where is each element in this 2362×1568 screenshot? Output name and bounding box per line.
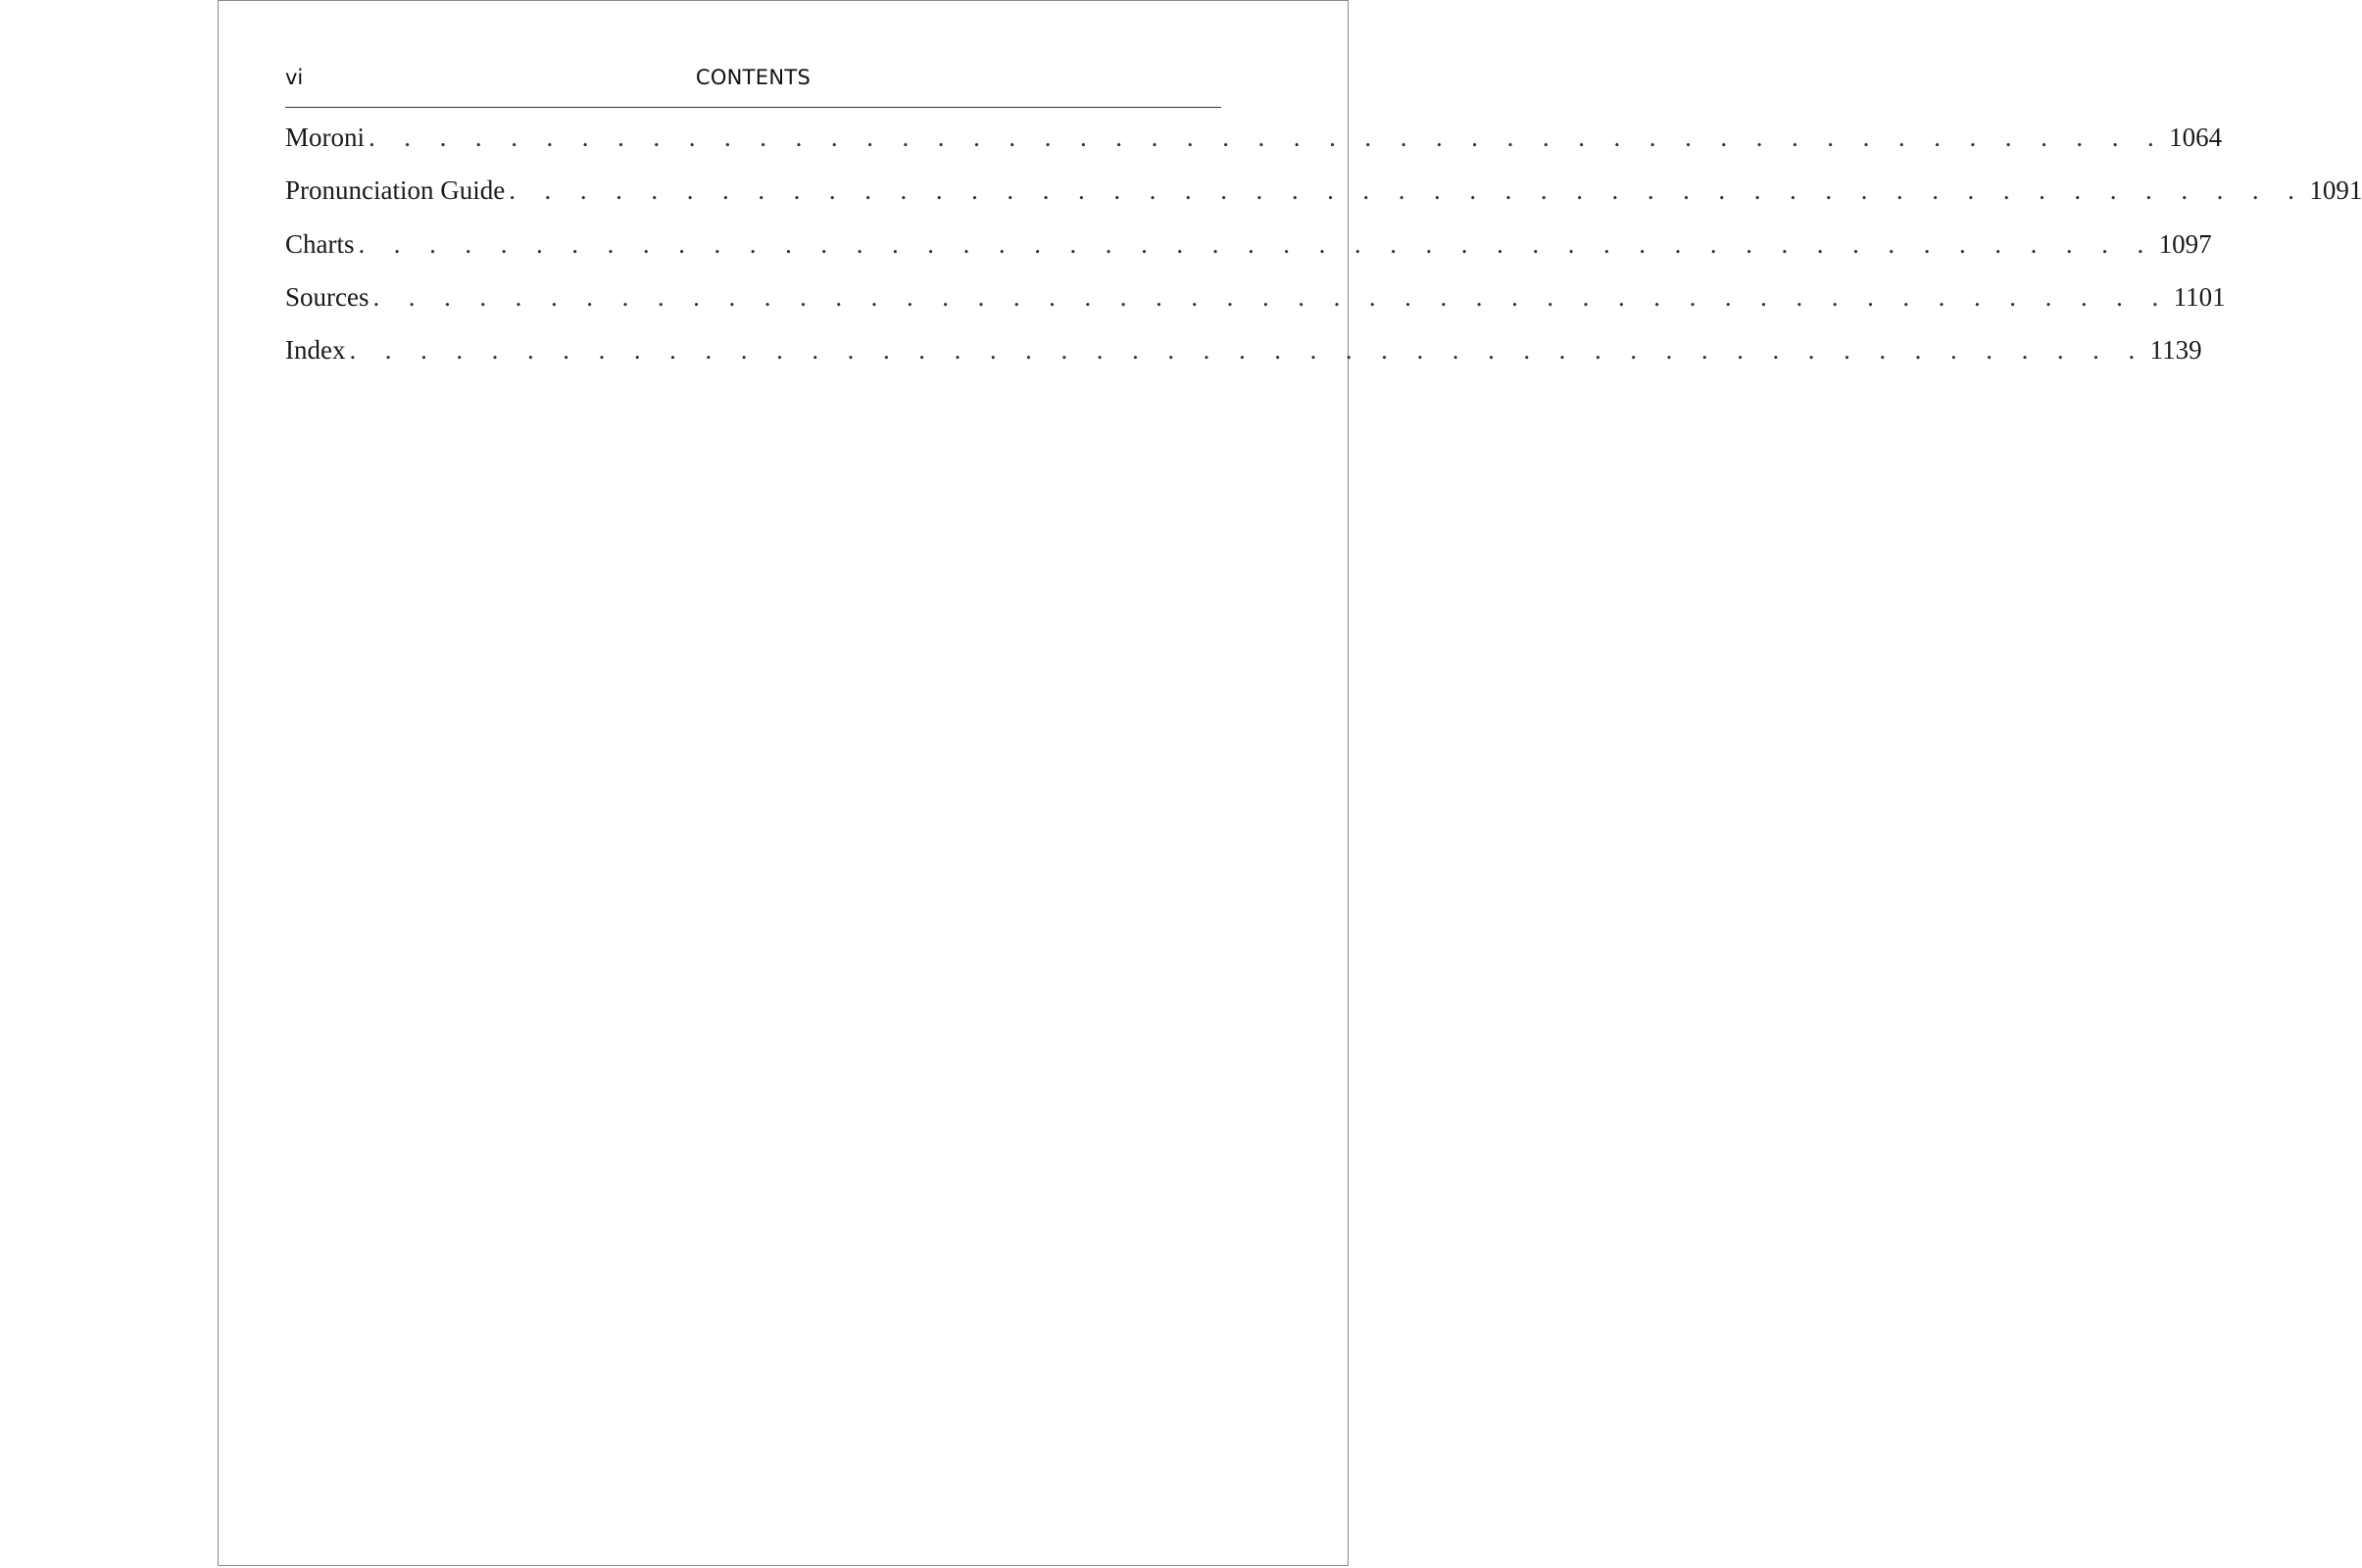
toc-entry-title: Sources: [285, 281, 369, 312]
toc-entry: [285, 175, 2362, 228]
page-folio: vi: [285, 66, 304, 89]
dot-leader: . . . . . . . . . . . . . . . . . . . . . . . . . . . . . . . . . . . . . . . . . . . . . . . . . . .: [358, 228, 2155, 259]
table-of-contents: [285, 122, 2362, 388]
toc-entry-page: 1139: [2149, 335, 2202, 366]
toc-entry-page: 1101: [2173, 281, 2226, 312]
toc-entry-title: Moroni: [285, 122, 365, 152]
toc-entry-page: 1091: [2309, 175, 2362, 206]
toc-entry-title: Index: [285, 335, 346, 366]
dot-leader: . . . . . . . . . . . . . . . . . . . . . . . . . . . . . . . . . . . . . . . . . . . . . . . . . . .: [509, 175, 2306, 206]
toc-entry-title: Charts: [285, 228, 355, 259]
toc-entry-title: Pronunciation Guide: [285, 175, 506, 206]
toc-entry: [285, 281, 2226, 335]
toc-entry: [285, 335, 2202, 388]
toc-entry-page: 1097: [2158, 228, 2212, 259]
toc-entry: [285, 122, 2223, 175]
running-head: [285, 60, 1221, 108]
dot-leader: . . . . . . . . . . . . . . . . . . . . . . . . . . . . . . . . . . . . . . . . . . . . . . . . . . .: [372, 281, 2170, 312]
running-head-title: CONTENTS: [695, 66, 812, 89]
book-page: [218, 0, 2362, 1566]
toc-entry: [285, 228, 2212, 282]
dot-leader: . . . . . . . . . . . . . . . . . . . . . . . . . . . . . . . . . . . . . . . . . . . . . . . . . . .: [349, 335, 2146, 366]
dot-leader: . . . . . . . . . . . . . . . . . . . . . . . . . . . . . . . . . . . . . . . . . . . . . . . . . . .: [369, 122, 2166, 152]
toc-entry-page: 1064: [2169, 122, 2223, 152]
